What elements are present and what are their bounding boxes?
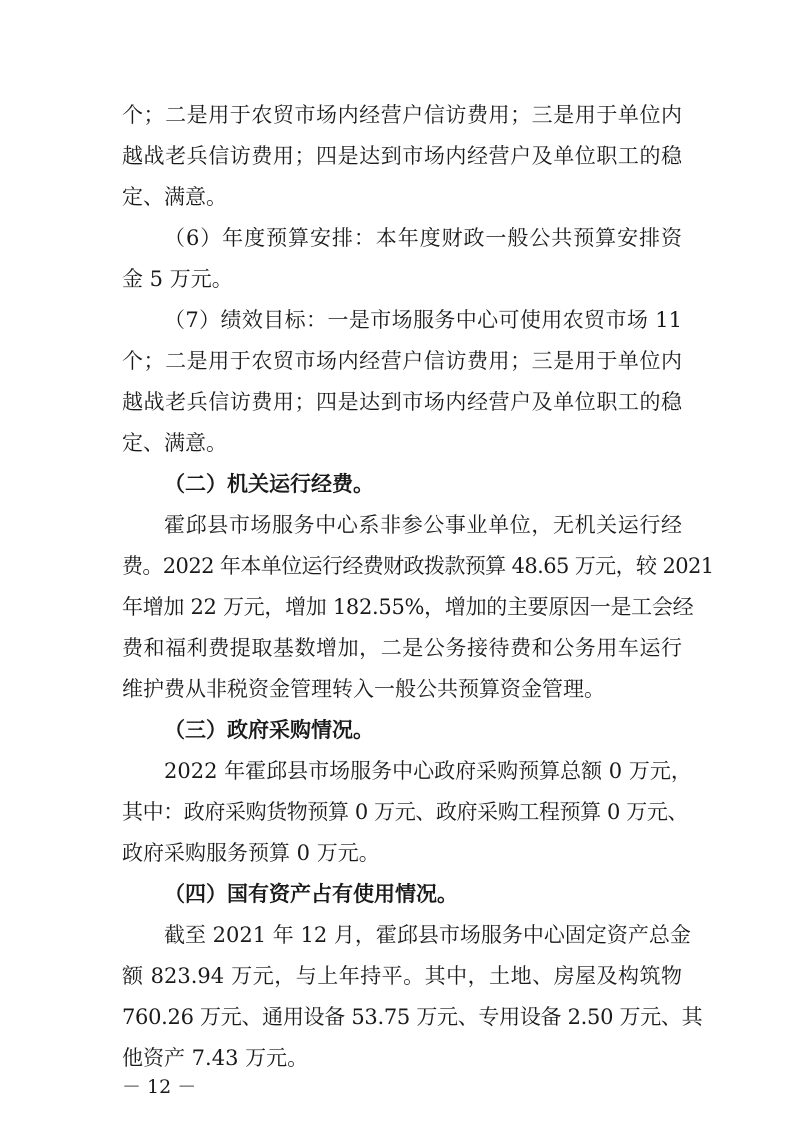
body-text-line: 政府采购服务预算 0 万元。 [122, 841, 380, 865]
body-text-line: （7）绩效目标：一是市场服务中心可使用农贸市场 11 [164, 308, 682, 332]
body-text-line: 越战老兵信访费用；四是达到市场内经营户及单位职工的稳 [122, 144, 682, 168]
body-text-line: 年增加 22 万元，增加 182.55%，增加的主要原因一是工会经 [122, 595, 694, 619]
body-text-line: 个；二是用于农贸市场内经营户信访费用；三是用于单位内 [122, 349, 682, 373]
body-text-line: 截至 2021 年 12 月，霍邱县市场服务中心固定资产总金 [164, 923, 691, 947]
section-heading: （三）政府采购情况。 [164, 718, 374, 742]
section-heading: （二）机关运行经费。 [164, 472, 374, 496]
body-text-line: 维护费从非税资金管理转入一般公共预算资金管理。 [122, 677, 605, 701]
body-text-line: 费。2022 年本单位运行经费财政拨款预算 48.65 万元，较 2021 [122, 554, 714, 578]
body-text-line: 760.26 万元、通用设备 53.75 万元、专用设备 2.50 万元、其 [122, 1005, 703, 1029]
body-text-line: 越战老兵信访费用；四是达到市场内经营户及单位职工的稳 [122, 390, 682, 414]
page-number: － 12 － [122, 1076, 197, 1098]
body-text-line: 2022 年霍邱县市场服务中心政府采购预算总额 0 万元， [164, 759, 692, 783]
body-text-line: 其中：政府采购货物预算 0 万元、政府采购工程预算 0 万元、 [122, 800, 689, 824]
body-text-line: 费和福利费提取基数增加，二是公务接待费和公务用车运行 [122, 636, 682, 660]
body-text-line: （6）年度预算安排：本年度财政一般公共预算安排资 [164, 226, 682, 250]
body-text-line: 定、满意。 [122, 185, 227, 209]
section-heading: （四）国有资产占有使用情况。 [164, 882, 458, 906]
body-text-line: 霍邱县市场服务中心系非参公事业单位，无机关运行经 [164, 513, 682, 537]
body-text-line: 定、满意。 [122, 431, 227, 455]
body-text-line: 额 823.94 万元，与上年持平。其中，土地、房屋及构筑物 [122, 964, 682, 988]
body-text-line: 个；二是用于农贸市场内经营户信访费用；三是用于单位内 [122, 103, 682, 127]
body-text-line: 金 5 万元。 [122, 267, 233, 291]
body-text-line: 他资产 7.43 万元。 [122, 1046, 309, 1070]
